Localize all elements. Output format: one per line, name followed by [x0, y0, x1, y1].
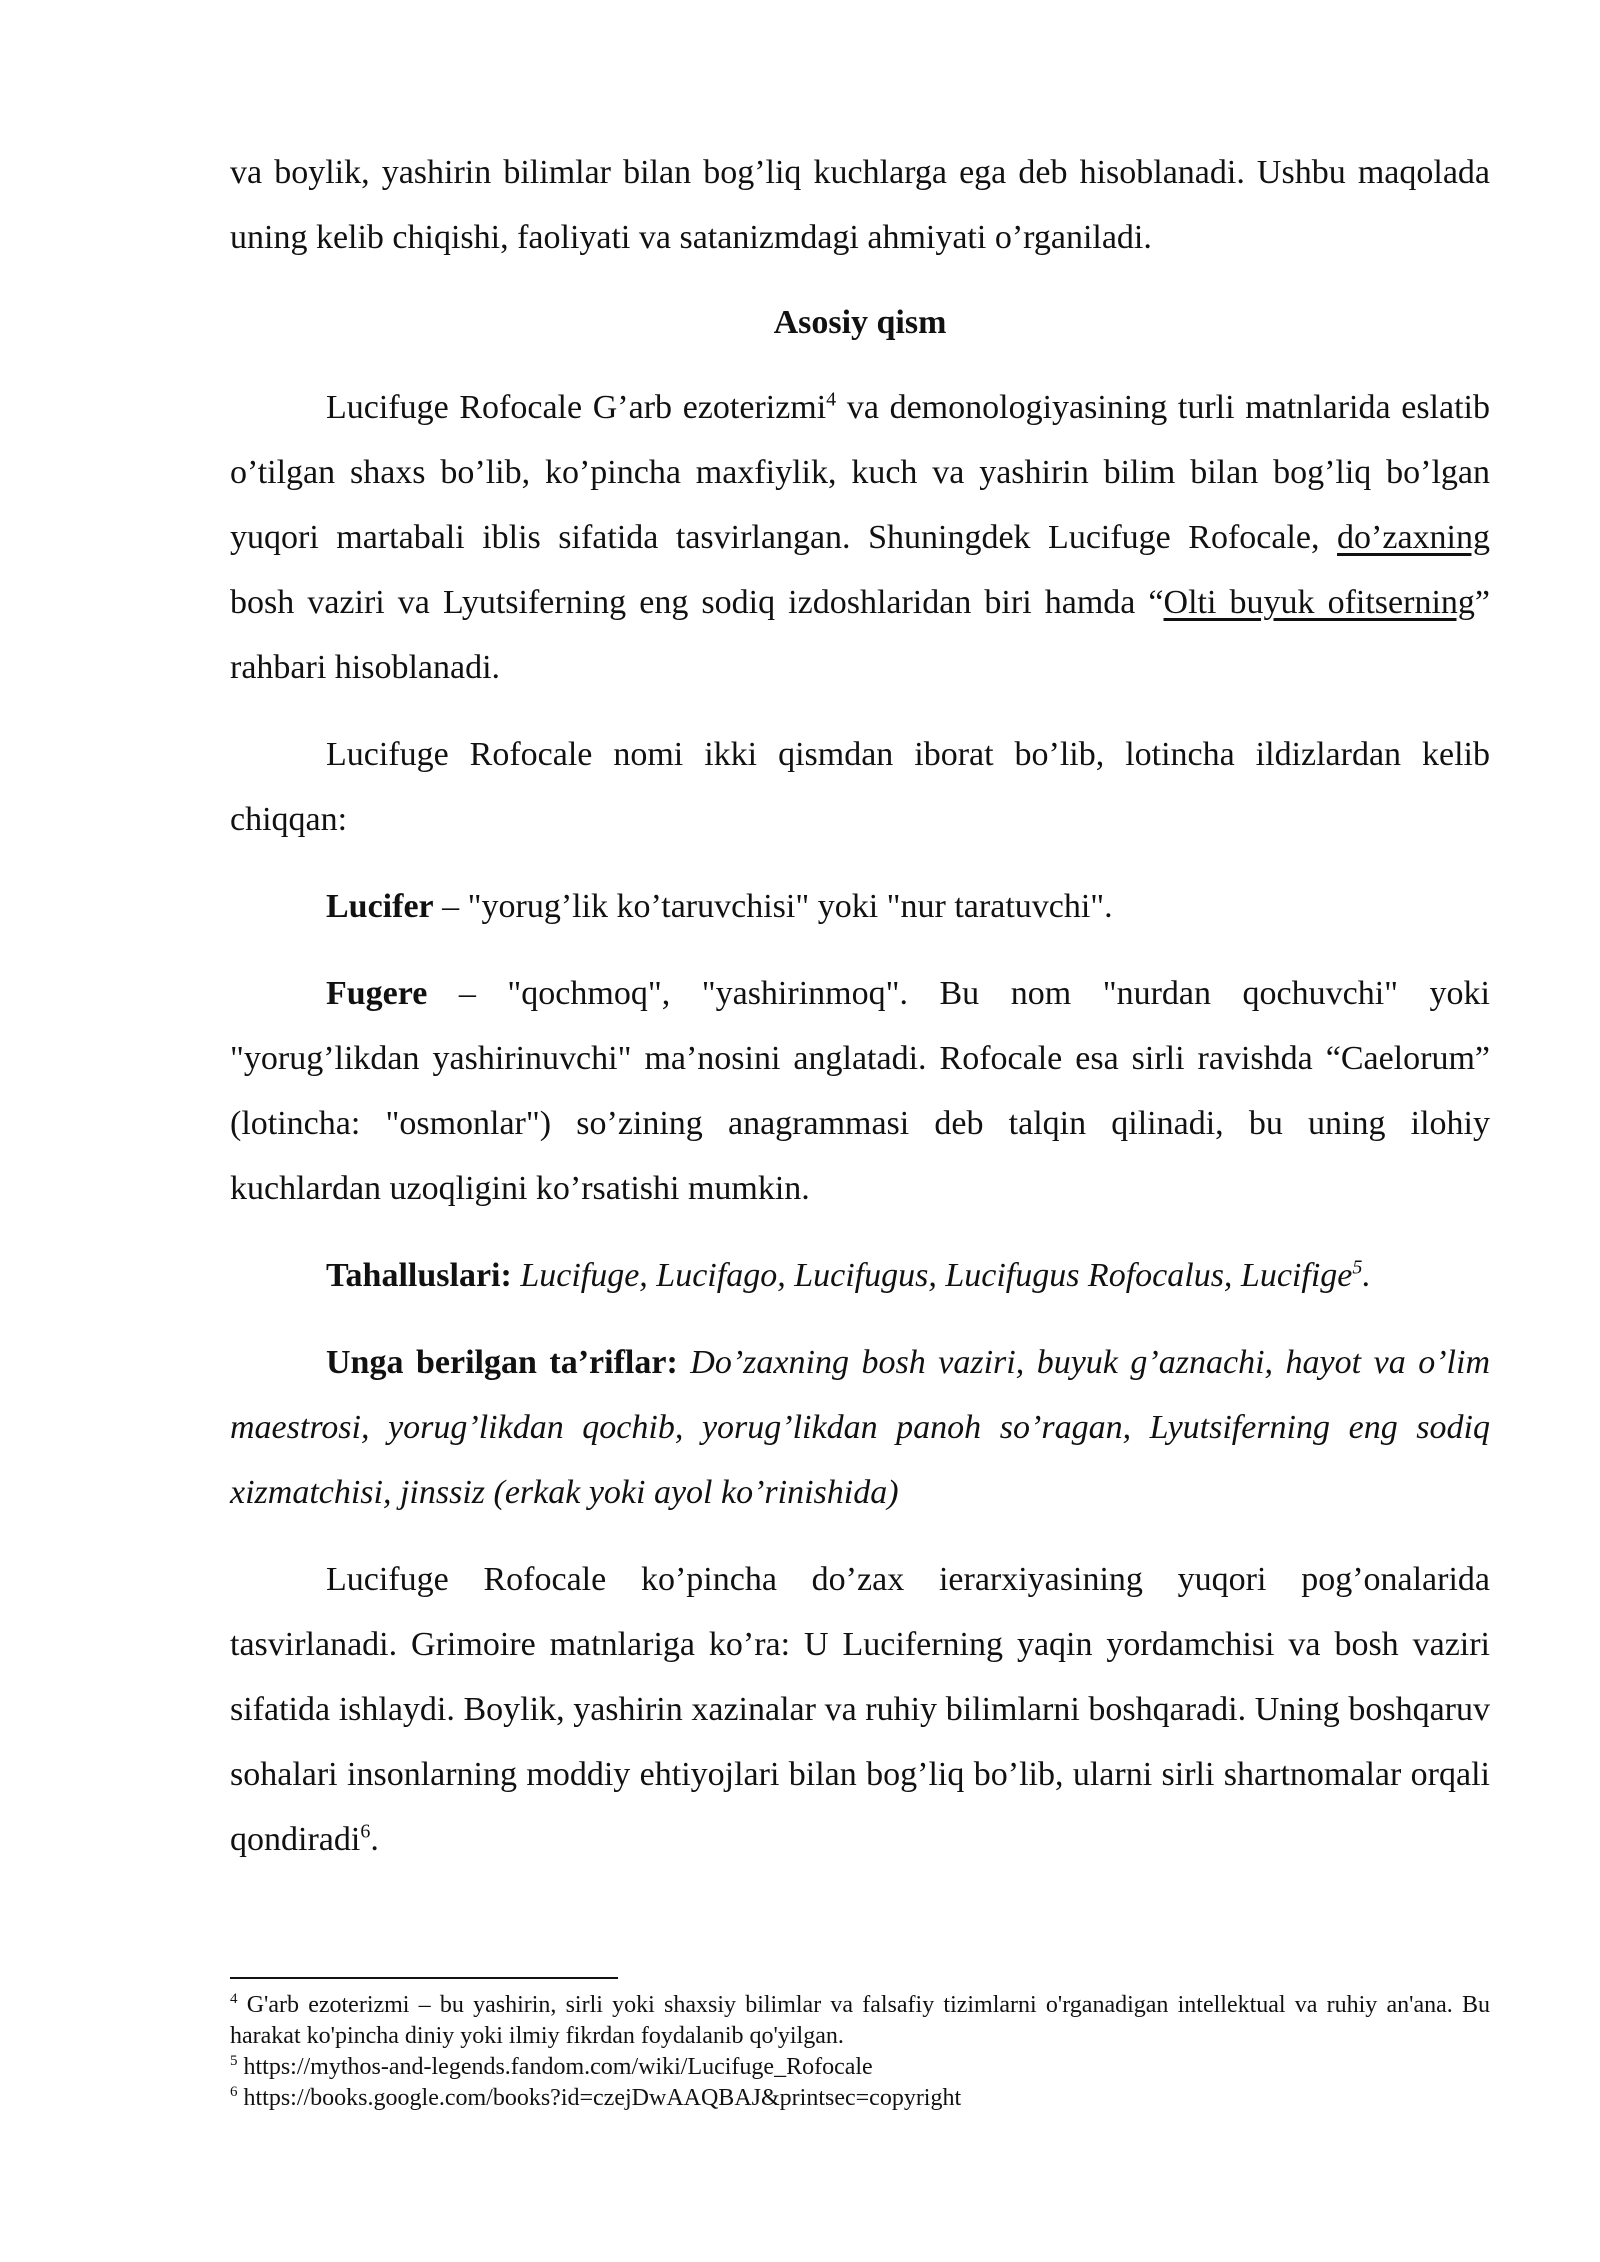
footnote-6: $^6$ https://books.google.com/books?id=czejDwAAQBAJ&printsec=copyright: [230, 2084, 962, 2111]
paragraph-descriptions: Unga berilgan ta’riflar: Do’zaxning bosh vaziri, buyuk g’aznachi, hayot va o’lim maestrosi, yorug’likdan qochib, yorug’likdan panoh so’ragan, Lyutsiferning eng sodiq xizmatchisi, jinssiz (erkak yoki ayol ko’rinishida): [230, 1344, 1490, 1511]
descriptions-label: Unga berilgan ta’riflar:: [326, 1344, 678, 1381]
link-olti-buyuk-ofitserning[interactable]: Olti buyuk ofitserning: [1163, 584, 1475, 621]
footnote-5-url[interactable]: https://mythos-and-legends.fandom.com/wiki/Lucifuge_Rofocale: [237, 2054, 873, 2080]
footnote-ref-4[interactable]: 4: [826, 388, 837, 411]
paragraph-name-etymology: Lucifuge Rofocale nomi ikki qismdan iborat bo’lib, lotincha ildizlardan kelib chiqqan:: [230, 736, 1490, 838]
paragraph-fugere: Fugere – "qochmoq", "yashirinmoq". Bu nom "nurdan qochuvchi" yoki "yorug’likdan yashirinuvchi" ma’nosini anglatadi. Rofocale esa sirli ravishda “Caelorum” (lotincha: "osmonlar") so’zining anagrammasi deb talqin qilinadi, bu uning ilohiy kuchlardan uzoqligini ko’rsatishi mumkin.: [230, 975, 1490, 1207]
paragraph-lucifer: Lucifer – "yorug’lik ko’taruvchisi" yoki "nur taratuvchi".: [326, 888, 1113, 925]
aliases-label: Tahalluslari:: [326, 1257, 512, 1294]
footnote-ref-6[interactable]: 6: [360, 1820, 371, 1843]
term-lucifer: Lucifer: [326, 888, 434, 925]
section-heading: Asosiy qism: [773, 304, 947, 341]
footnote-5: $^5$ https://mythos-and-legends.fandom.com/wiki/Lucifuge_Rofocale: [230, 2053, 873, 2080]
footnote-separator: [230, 1977, 618, 1979]
term-fugere: Fugere: [326, 975, 428, 1012]
footnotes: [230, 1990, 1490, 2114]
document-page: [230, 0, 1490, 1872]
paragraph-aliases: Tahalluslari: Lucifuge, Lucifago, Lucifugus, Lucifugus Rofocalus, Lucifige$^5$.: [326, 1256, 1371, 1294]
link-dozaxning[interactable]: do’zaxning: [1337, 519, 1490, 556]
paragraph-origin: Lucifuge Rofocale G’arb ezoterizmi$^4$ va demonologiyasining turli matnlarida eslatib o’tilgan shaxs bo’lib, ko’pincha maxfiylik, kuch va yashirin bilim bilan bog’liq bo’lgan yuqori martabali iblis sifatida tasvirlangan. Shuningdek Lucifuge Rofocale, do’zaxning bosh vaziri va Lyutsiferning eng sodiq izdoshlaridan biri hamda “Olti buyuk ofitserning” rahbari hisoblanadi.: [230, 388, 1490, 686]
footnote-6-url[interactable]: https://books.google.com/books?id=czejDwAAQBAJ&printsec=copyright: [237, 2085, 962, 2111]
footnote-ref-5[interactable]: 5: [1352, 1256, 1363, 1279]
paragraph-hierarchy: Lucifuge Rofocale ko’pincha do’zax ierarxiyasining yuqori pog’onalarida tasvirlanadi. Grimoire matnlariga ko’ra: U Luciferning yaqin yordamchisi va bosh vaziri sifatida ishlaydi. Boylik, yashirin xazinalar va ruhiy bilimlarni boshqaradi. Uning boshqaruv sohalari insonlarning moddiy ehtiyojlari bilan bog’liq bo’lib, ularni sirli shartnomalar orqali qondiradi$^6$.: [230, 1561, 1490, 1858]
intro-paragraph: va boylik, yashirin bilimlar bilan bog’liq kuchlarga ega deb hisoblanadi. Ushbu maqolada uning kelib chiqishi, faoliyati va satanizmdagi ahmiyati o’rganiladi.: [230, 154, 1490, 256]
footnote-4: $^4$ G'arb ezoterizmi – bu yashirin, sirli yoki shaxsiy bilimlar va falsafiy tizimlarni o'rganadigan intellektual va ruhiy an'ana. Bu harakat ko'pincha diniy yoki ilmiy fikrdan foydalanib qo'yilgan.: [230, 1991, 1490, 2049]
